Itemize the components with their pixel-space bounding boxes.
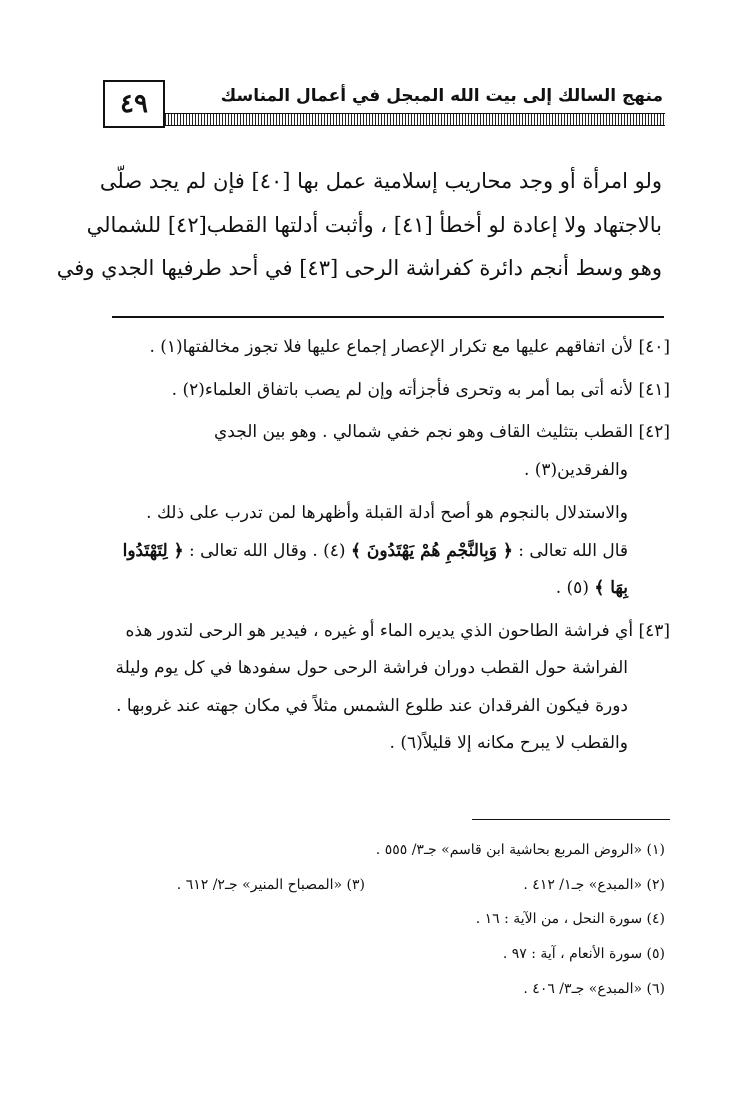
footnote	[105, 833, 665, 868]
note-line: [٤٣] أي فراشة الطاحون الذي يديره الماء أو غيره ، فيدير هو الرحى لتدور هذه	[125, 620, 670, 641]
note-line: الفراشة حول القطب دوران فراشة الرحى حول سفودها في كل يوم وليلة	[115, 658, 628, 678]
note-text: (٥) .	[555, 578, 589, 598]
note-line: والفرقدين(٣) .	[523, 459, 628, 480]
footnote-text: (٤) سورة النحل ، من الآية : ١٦ .	[475, 911, 665, 928]
footnote-text: (٦) «المبدع» جـ٣/ ٤٠٦ .	[523, 980, 665, 997]
footnote-text: (١) «الروض المربع بحاشية ابن قاسم» جـ٣/ ٥٥٥ .	[375, 842, 665, 858]
note-41	[95, 372, 670, 410]
note-line	[95, 570, 628, 608]
note-line: والقطب لا يبرح مكانه إلا قليلاً(٦) .	[389, 733, 628, 753]
page-number-box	[103, 80, 165, 128]
footnote	[105, 868, 665, 903]
quran-quote: ﴿ لِتَهْتَدُوا	[122, 540, 184, 561]
footnote-text: (٢) «المبدع» جـ١/ ٤١٢ .	[523, 876, 665, 893]
note-43	[95, 613, 670, 763]
footnote	[105, 972, 665, 1007]
note-line: والاستدلال بالنجوم هو أصح أدلة القبلة وأظهرها لمن تدرب على ذلك .	[146, 503, 628, 523]
note-text: (٤) . وقال الله تعالى :	[189, 540, 346, 561]
note-text: قال الله تعالى :	[518, 540, 628, 561]
note-line: [٤٢] القطب بتثليث القاف وهو نجم خفي شمالي . وهو بين الجدي	[214, 422, 670, 442]
note-line: دورة فيكون الفرقدان عند طلوع الشمس مثلاً في مكان جهته عند غروبها .	[116, 695, 628, 716]
note-line: [٤١] لأنه أتى بما أمر به وتحرى فأجزأته وإن لم يصب باتفاق العلماء(٢) .	[171, 379, 670, 400]
commentary-divider	[112, 316, 664, 318]
commentary-notes	[95, 329, 670, 768]
note-42-paragraph	[95, 495, 670, 608]
note-42	[95, 414, 670, 608]
page-number: ٤٩	[120, 89, 148, 119]
footnote	[105, 902, 665, 937]
footnote-text: (٥) سورة الأنعام ، آية : ٩٧ .	[502, 946, 665, 963]
note-40	[95, 329, 670, 367]
header-rule	[165, 113, 665, 126]
main-text-line: بالاجتهاد ولا إعادة لو أخطأ [٤١] ، وأثبت أدلتها القطب[٤٢] للشمالي	[86, 212, 662, 237]
note-line: [٤٠] لأن اتفاقهم عليها مع تكرار الإعصار إجماع عليها فلا تجوز مخالفتها(١) .	[149, 337, 670, 357]
footnote-text: (٣) «المصباح المنير» جـ٢/ ٦١٢ .	[176, 876, 365, 893]
running-title: منهج السالك إلى بيت الله المبجل في أعمال المناسك	[220, 86, 663, 106]
footnote	[105, 937, 665, 972]
footnote-divider	[472, 819, 670, 820]
quran-quote: ﴿ وَبِالنَّجْمِ هُمْ يَهْتَدُونَ ﴾	[350, 540, 513, 561]
footnotes	[105, 833, 665, 1007]
main-text	[56, 160, 662, 291]
quran-quote: بِهَا ﴾	[594, 578, 628, 598]
note-line	[95, 533, 628, 571]
main-text-line: ولو امرأة أو وجد محاريب إسلامية عمل بها [٤٠] فإن لم يجد صلّى	[99, 169, 662, 193]
main-text-line: وهو وسط أنجم دائرة كفراشة الرحى [٤٣] في أحد طرفيها الجدي وفي	[56, 256, 662, 280]
